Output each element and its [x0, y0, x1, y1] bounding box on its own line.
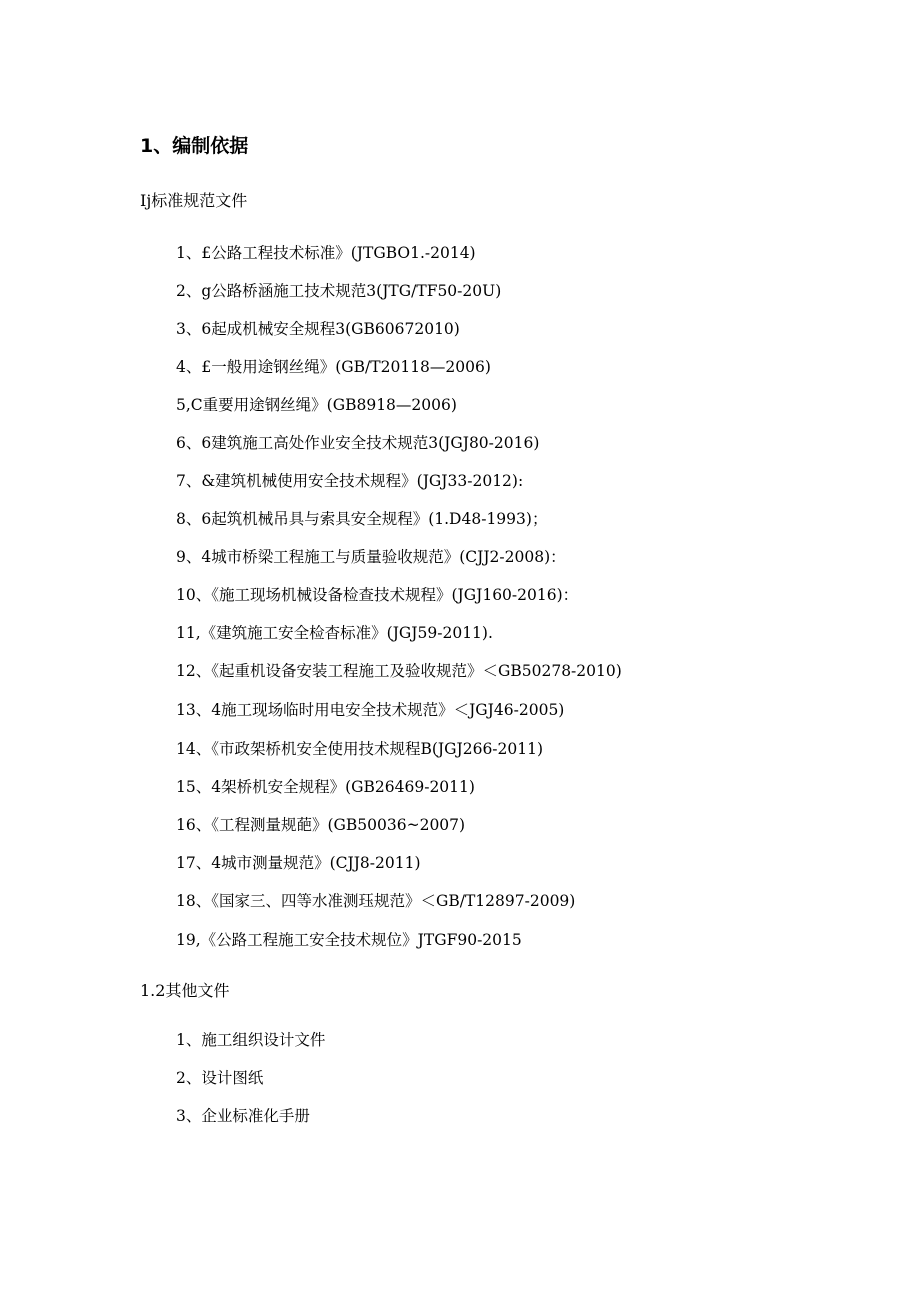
- other-docs-item: 1、施工组织设计文件: [176, 1031, 326, 1049]
- standards-item: 13、4施工现场临时用电安全技术规范》＜JGJ46-2005): [176, 701, 565, 719]
- section-title: 1、编制依据: [140, 135, 249, 157]
- standards-item: 1、£公路工程技术标准》(JTGBO1.-2014): [176, 244, 476, 262]
- standards-item: 16、《工程测量规葩》(GB50036~2007): [176, 816, 466, 834]
- standards-item: 14、《市政架桥机安全使用技术规程B(JGJ266-2011): [176, 740, 544, 758]
- standards-item: 15、4架桥机安全规程》(GB26469-2011): [176, 778, 475, 796]
- standards-item: 7、&建筑机械使用安全技术规程》(JGJ33-2012):: [176, 472, 524, 490]
- standards-item: 8、6起筑机械吊具与索具安全规程》(1.D48-1993)；: [176, 510, 548, 528]
- standards-heading: Ij标准规范文件: [140, 191, 248, 210]
- other-docs-item: 3、企业标准化手册: [176, 1107, 310, 1125]
- standards-item: 6、6建筑施工高处作业安全技术规范3(JGJ80-2016): [176, 434, 540, 452]
- standards-item: 5,C重要用途钢丝绳》(GB8918—2006): [176, 396, 457, 414]
- standards-item: 11,《建筑施工安全检杳标准》(JGJ59-2011).: [176, 624, 493, 642]
- standards-item: 2、g公路桥涵施工技术规范3(JTG/TF50-20U): [176, 282, 502, 300]
- standards-item: 4、£一般用途钢丝绳》(GB/T20118—2006): [176, 358, 491, 376]
- other-docs-item: 2、设计图纸: [176, 1069, 264, 1087]
- standards-item: 17、4城市测量规范》(CJJ8-2011): [176, 854, 421, 872]
- standards-item: 19,《公路工程施工安全技术规位》JTGF90-2015: [176, 931, 522, 949]
- standards-item: 18、《国家三、四等水准测珏规范》＜GB/T12897-2009): [176, 892, 576, 910]
- standards-item: 9、4城市桥梁工程施工与质量验收规范》(CJJ2-2008)：: [176, 548, 566, 566]
- standards-item: 12、《起重机设备安装工程施工及验收规范》＜GB50278-2010): [176, 662, 622, 680]
- standards-item: 10、《施工现场机械设备检查技术规程》(JGJ160-2016)：: [176, 586, 579, 604]
- standards-item: 3、6起成机械安全规程3(GB60672010): [176, 320, 460, 338]
- other-docs-heading: 1.2其他文件: [140, 981, 230, 1000]
